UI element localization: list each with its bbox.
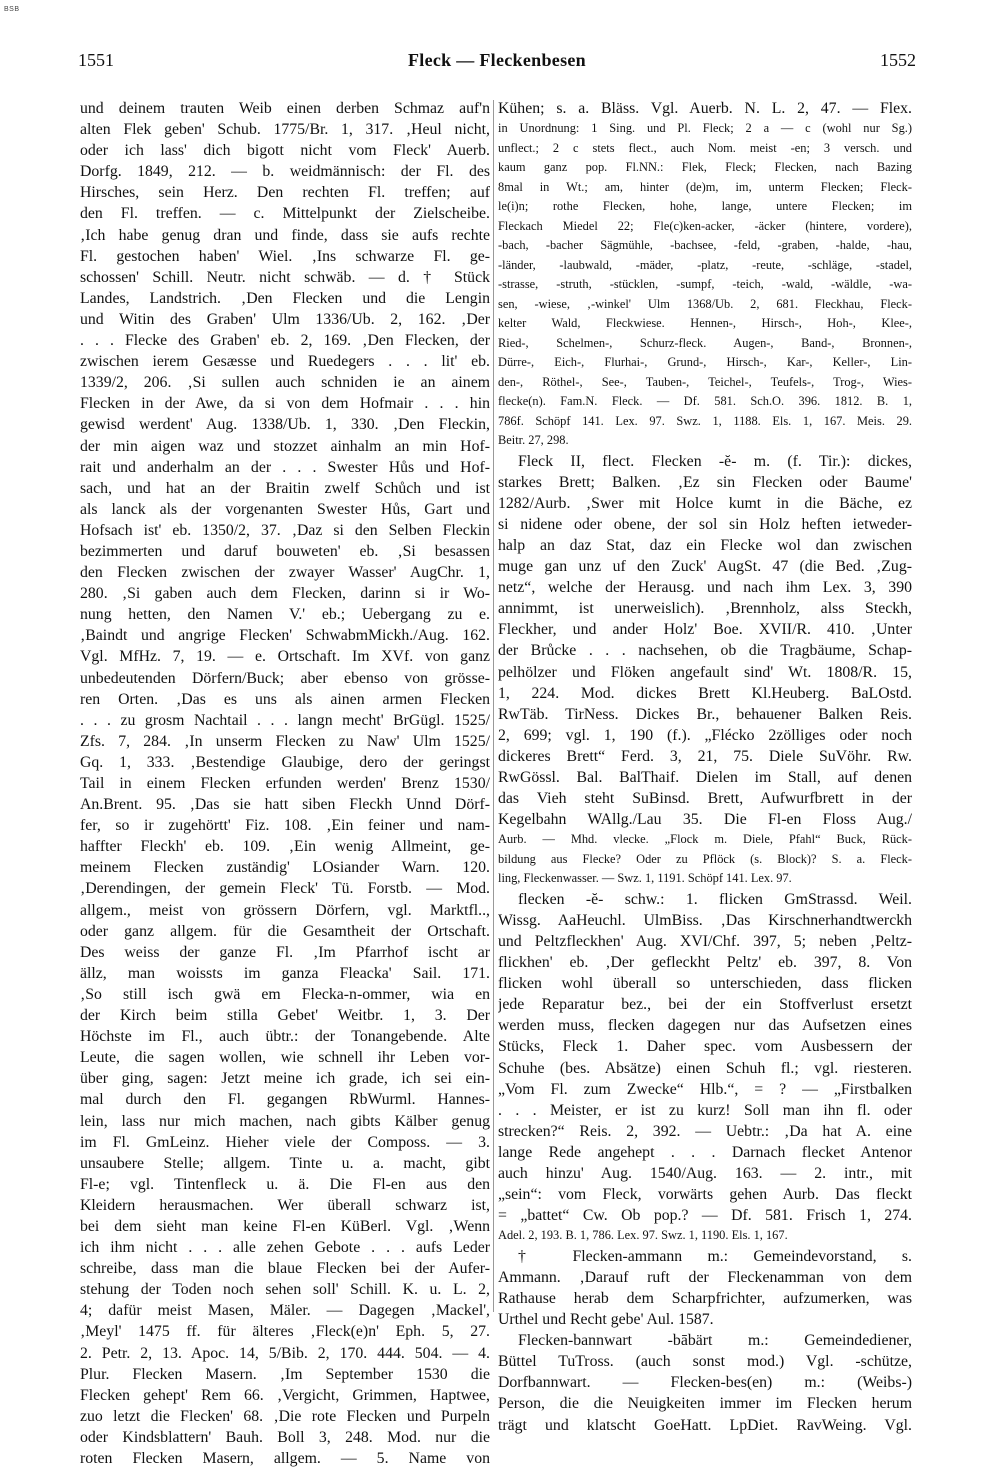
text-line: Vgl. MfHz. 7, 19. — e. Ortschaft. Im XVf. von ganz [80, 648, 490, 666]
text-line: schossen' Schill. Neutr. nicht schwäb. — d. † Stück [80, 268, 490, 286]
text-line: Stücks, Fleck 1. Daher spec. vom Ausbessern der [498, 1038, 912, 1056]
text-line: flecke(n). Fam.N. Fleck. — Df. 581. Sch.O. 396. 1812. B. 1, [498, 394, 912, 409]
text-line: Schuhe (bes. Absätze) einen Schuh fl.; vgl. riesteren. [498, 1059, 912, 1077]
text-line: das Vieh steht SuBinsd. Brett, Aufwurfbrett in der [498, 790, 912, 808]
text-line: über ging, sagen: Jetzt meine ich grade, ich sei ein- [80, 1070, 490, 1088]
text-line: RwGössl. Bal. BalThaif. Dielen im Stall, auf denen [498, 769, 912, 786]
text-line: und deinem trauten Weib einen derben Schmaz auf'n [80, 100, 490, 117]
text-line: Landes, Landstrich. ‚Den Flecken und die Lengin [80, 289, 490, 307]
text-line: auch hinzu' Aug. 1540/Aug. 163. — 2. intr., mit [498, 1165, 912, 1182]
text-line: Des weiss der ganze Fl. ‚Im Pfarrhof ischt ar [80, 943, 490, 961]
text-line: unbedeutenden Dörfern/Buck; aber ebenso von grösse- [80, 669, 490, 687]
text-line: Dürre-, Eich-, Flurhai-, Grund-, Hirsch-, Kar-, Keller-, Lin- [498, 355, 912, 370]
text-line: -strasse, -struth, -stücklen, -sumpf, -teich, -wald, -wäldle, -wa- [498, 277, 912, 292]
text-line: den Fl. treffen. — c. Mittelpunkt der Zielscheibe. [80, 205, 490, 223]
running-title: Fleck — Fleckenbesen [408, 50, 586, 70]
text-line: lange Rede angehept . . . Darnach flecket Antenor [498, 1143, 912, 1161]
text-line: „sein“: vom Fleck, vorwärts gehen Aurb. Das fleckt [498, 1186, 912, 1204]
text-line: jede Reparatur bez., bei der ein Stoffverlust ersetzt [498, 996, 912, 1014]
text-line: haffter Fleckh' eb. 109. ‚Ein wenig Allmeint, ge- [80, 838, 490, 856]
text-line: Leute, die sagen wollen, wie schnell ihr Leben vor- [80, 1049, 490, 1067]
text-line: werden muss, flecken dagegen nur das Aufsetzen eines [498, 1017, 912, 1035]
text-line: annimmt, ist unerweislich). ‚Brennholz, alss Steckh, [498, 600, 912, 618]
text-line: flecken -ĕ- schw.: 1. flicken GmStrassd. Weil. [518, 890, 912, 908]
left-column [80, 98, 490, 1469]
text-line: unflect.; 2 c stets flect., auch Nom. meist -en; 3 versch. und [498, 140, 912, 155]
text-line: -bach, -bacher Sägmühle, -bachsee, -feld, -graben, -halde, -hau, [498, 238, 912, 253]
text-line: bezimmerten und daruf bouweten' eb. ‚Si besassen [80, 542, 490, 560]
text-line: Beitr. 27, 298. [498, 433, 569, 448]
text-line: als lanck als der vorgenanten Swester Hůs, Gart und [80, 500, 490, 518]
text-line: Fleckach Miedel 22; Fle(c)ken-acker, -äcker (hintere, vordere), [498, 218, 912, 233]
text-line: bildung aus Flecke? Oder zu Pflöck (s. Block)? S. a. Fleck- [498, 851, 912, 866]
text-line: 1, 224. Mod. dickes Brett Kl.Heuberg. BaLOstd. [498, 684, 912, 702]
text-line: Ammann. ‚Darauf ruft der Fleckenamman von dem [498, 1268, 912, 1286]
library-mark: BSB [4, 6, 20, 13]
text-line: ‚Ich habe genug dran und finde, dass sie aufs rechte [80, 226, 490, 244]
text-line: in Unordnung: 1 Sing. und Pl. Fleck; 2 a — c (wohl nur Sg.) [498, 121, 912, 136]
text-line: starkes Brett; Balken. ‚Ez sin Flecken oder Baume' [498, 473, 912, 491]
text-line: . . . Flecke des Graben' eb. 2, 169. ‚Den Flecken, der [80, 332, 490, 350]
text-line: schreibe, dass man die blaue Flecken bei der Aufer- [80, 1260, 490, 1278]
text-line: 4; dafür meist Masen, Mäler. — Dagegen ‚Mackel', [80, 1302, 490, 1320]
text-line: Fleckher, und ander Holz' Boe. XVII/R. 410. ‚Unter [498, 621, 912, 639]
text-line: der Kirch beim stilla Gebet' Weitbr. 1, 3. Der [80, 1007, 490, 1025]
text-line: strecken?“ Reis. 2, 392. — Uebtr.: ‚Da hat A. eine [498, 1122, 912, 1140]
text-line: flickhen' eb. ‚Der gefleckht Peltz' eb. 397, 8. Von [498, 954, 912, 972]
text-line: Dorfg. 1849, 212. — b. weidmännisch: der Fl. des [80, 163, 490, 181]
text-line: nung hetten, den Namen V.' eb.; Uebergang zu e. [80, 606, 490, 624]
text-line: RwTäb. TirNess. Dickes Br., behauener Balken Reis. [498, 705, 912, 723]
text-line: 1282/Aurb. ‚Swer mit Holce kumt in die Bäche, ez [498, 494, 912, 512]
text-line: Fl-e; vgl. Tintenfleck u. ä. Die Fl-en aus den [80, 1175, 490, 1193]
text-line: flicken wohl überall so unterschieden, dass flicken [498, 975, 912, 993]
text-line: Kegelbahn WAllg./Lau 35. Die Fl-en Floss Aug./ [498, 811, 912, 829]
text-line: ‚Meyl' 1475 ff. für älteres ‚Fleck(e)n' Eph. 5, 27. [80, 1323, 490, 1341]
text-line: Tail in einem Flecken erfunden werden' Brenz 1530/ [80, 775, 490, 792]
text-line: ling, Fleckenwasser. — Swz. 1, 1191. Schöpf 141. Lex. 97. [498, 871, 792, 886]
text-line: 2. Petr. 2, 13. Apoc. 14, 5/Bib. 2, 170. 444. 504. — 4. [80, 1344, 490, 1362]
text-line: rait und anderhalm an der . . . Swester Hůs und Hof- [80, 458, 490, 476]
text-line: Fl. gestochen haben' Wiel. ‚Ins schwarze Fl. ge- [80, 247, 490, 265]
text-line: Kühen; s. a. Bläss. Vgl. Auerb. N. L. 2, 47. — Flex. [498, 100, 912, 117]
text-line: oder ganz allgem. für die Gesamtheit der Ortschaft. [80, 922, 490, 940]
text-line: zwischen ierem Gesæsse und Ruedegers . . . lit' eb. [80, 353, 490, 371]
text-line: Flecken gehept' Rem 66. ‚Vergicht, Grimmen, Haptwee, [80, 1386, 490, 1404]
text-line: dickeres Brett“ Ferd. 3, 21, 75. Diele SuVöhr. Rw. [498, 747, 912, 765]
text-line: roten Flecken Masern, allgem. — 5. Name von [80, 1450, 490, 1467]
text-line: . . . zu grosm Nachtail . . . langn mecht' BrGügl. 1525/ [80, 711, 490, 729]
text-line: oder Kindsblattern' Bauh. Boll 3, 248. Mod. nur die [80, 1428, 490, 1446]
text-line: ren Orten. ‚Das es uns als ainen armen Flecken [80, 690, 490, 708]
text-line: sen, -wiese, ‚-winkel' Ulm 1368/Ub. 2, 681. Fleckhau, Fleck- [498, 296, 912, 311]
text-line: An.Brent. 95. ‚Das sie hatt siben Fleckh Unnd Dörf- [80, 796, 490, 814]
text-line: ‚So still isch gwä em Flecka-n-ommer, wia en [80, 985, 490, 1003]
text-line: muge gan unz uf den Zuck' AugSt. 47 (die Bed. ‚Zug- [498, 558, 912, 576]
text-line: ällz, man woissts im ganza Fleacka' Sail. 171. [80, 964, 490, 982]
text-line: Wissg. AaHeuchl. UlmBiss. ‚Das Kirschnerhandtwerckh [498, 911, 912, 929]
text-line: -länder, -laubwald, -mäder, -platz, -reute, -schläge, -stadel, [498, 257, 912, 272]
page-number-left: 1551 [78, 50, 114, 70]
text-line: den Flecken zwischen der zwayer Wasser' AugChr. 1, [80, 564, 490, 582]
text-line: ich ihm nicht . . . alle zehen Gebote . . . aufs Leder [80, 1239, 490, 1257]
text-line: unsaubere Stelle; allgem. Tinte u. a. macht, gibt [80, 1154, 490, 1172]
text-line: si nidene oder obene, der sol sin Holz heften ietweder- [498, 515, 912, 533]
page-number-right: 1552 [880, 50, 916, 70]
text-line: Kleidern herausmachen. Wer überall schwarz ist, [80, 1196, 490, 1214]
text-line: Dorfbannwart. — Flecken-bes(en) m.: (Weibs-) [498, 1374, 912, 1392]
text-line: und Peltzfleckhen' Aug. XVI/Chf. 397, 5; neben ‚Peltz- [498, 932, 912, 950]
text-line: Aurb. — Mhd. vlecke. „Flock m. Diele, Pfahl“ Buck, Rück- [498, 832, 912, 847]
text-line: halp an daz Stat, daz ein Flecke wol dan zwischen [498, 536, 912, 554]
text-line: Ried-, Schelmen-, Schurz-fleck. Augen-, Band-, Bronnen-, [498, 335, 912, 350]
text-line: alten Flek geben' Schub. 1775/Br. 1, 317. ‚Heul nicht, [80, 121, 490, 139]
text-line: kelter Wald, Fleckwiese. Hennen-, Hirsch-, Hoh-, Klee-, [498, 316, 912, 331]
text-line: sach, und hat an der Braitin zwelf Schůch und ist [80, 479, 490, 497]
text-line: Zfs. 7, 284. ‚In unserm Flecken zu Naw' Ulm 1525/ [80, 732, 490, 750]
text-line: oder ich lass' dich bigott nicht vom Fleck' Auerb. [80, 142, 490, 160]
right-column [498, 98, 912, 1436]
text-line: und Witin des Graben' Ulm 1336/Ub. 2, 162. ‚Der [80, 310, 490, 328]
text-line: allgem., meist von grössern Dörfern, vgl. Marktfl.., [80, 901, 490, 919]
text-line: 1339/2, 206. ‚Si sullen auch schniden ie an ainem [80, 374, 490, 392]
text-line: der Brůcke . . . nachsehen, ob die Tragbäume, Schap- [498, 642, 912, 660]
text-line: Büttel TuTross. (auch sonst mod.) Vgl. -schütze, [498, 1353, 912, 1371]
text-line: . . . Meister, er ist zu kurz! Soll man ihn fl. oder [498, 1101, 912, 1119]
text-line: der min aigen waz und stozzet ainhalm an min Hof- [80, 437, 490, 455]
text-line: 2, 699; vgl. 1, 190 (f.). „Flécko 2zölliges oder noch [498, 726, 912, 744]
text-line: meinem Flecken zuständig' LOsiander Warn. 120. [80, 859, 490, 877]
text-line: zuo letzt die Flecken' 68. ‚Die rote Flecken und Purpeln [80, 1407, 490, 1425]
text-line: kaum ganz pop. Fl.NN.: Flek, Fleck; Flecken, nach Bazing [498, 160, 912, 175]
text-line: Urthel und Recht gebe' Aul. 1587. [498, 1311, 714, 1329]
text-line: stehung der Toden noch sehen soll' Schill. K. u. L. 2, [80, 1281, 490, 1299]
text-line: le(i)n; rothe Flecken, hohe, lange, untere Flecken; im [498, 199, 912, 214]
text-line: ‚Baindt und angrige Flecken' SchwabmMickh./Aug. 162. [80, 627, 490, 645]
text-line: Höchste im Fl., auch übtr.: der Tonangebende. Alte [80, 1028, 490, 1046]
text-line: gewisd werdent' Aug. 1338/Ub. 1, 330. ‚Den Fleckin, [80, 416, 490, 434]
text-line: Hofsach ist' eb. 1350/2, 37. ‚Daz si den Selben Fleckin [80, 521, 490, 539]
text-line: 8mal in Wt.; am, hinter (de)m, im, unterm Flecken; Fleck- [498, 179, 912, 194]
text-line: Plur. Flecken Masern. ‚Im September 1530 die [80, 1365, 490, 1383]
text-line: lein, lass nur mich machen, nach gibts Kälber genug [80, 1112, 490, 1130]
text-line: Adel. 2, 193. B. 1, 786. Lex. 97. Swz. 1, 1190. Els. 1, 167. [498, 1228, 788, 1243]
text-line: 786f. Schöpf 141. Lex. 97. Swz. 1, 1188. Els. 1, 167. Meis. 29. [498, 413, 912, 428]
text-line: Gq. 1, 333. ‚Bestendige Glaubige, dero der geringst [80, 753, 490, 771]
text-line: Fleck II, flect. Flecken -ĕ- m. (f. Tir.): dickes, [518, 452, 912, 470]
text-line: netz“, welche der Herausg. und nach ihm Lex. 3, 390 [498, 579, 912, 597]
text-line: Person, die die Neuigkeiten immer im Flecken herum [498, 1395, 912, 1413]
text-line: „Vom Fl. zum Zwecke“ Hlb.“, = ? — „Firstbalken [498, 1080, 912, 1098]
text-line: † Flecken-ammann m.: Gemeindevorstand, s. [518, 1247, 912, 1265]
text-line: bei dem sieht man keine Fl-en KüBerl. Vgl. ‚Wenn [80, 1217, 490, 1235]
text-line: fer, so ir zugehörtt' Fiz. 108. ‚Ein feiner und nam- [80, 817, 490, 835]
text-line: pelhölzer und Flöken angefault sind' Wt. 1808/R. 15, [498, 663, 912, 681]
text-line: 280. ‚Si gaben auch dem Flecken, darinn si ir Wo- [80, 585, 490, 603]
text-line: ‚Derendingen, der gemein Fleck' Tü. Forstb. — Mod. [80, 880, 490, 898]
text-line: trägt und klatscht GoeHatt. LpDiet. RavWeing. Vgl. [498, 1416, 912, 1434]
text-line: Flecken-bannwart -bābärt m.: Gemeindediener, [518, 1332, 912, 1350]
text-line: mal durch den Fl. gegangen RbWurml. Hannes- [80, 1091, 490, 1109]
text-line: Rathause herab dem Scharpfrichter, aufzumerken, was [498, 1289, 912, 1307]
text-line: Hirsches, sein Herz. Den rechten Fl. treffen; auf [80, 184, 490, 202]
text-line: = „battet“ Cw. Ob pop.? — Df. 581. Frisch 1, 274. [498, 1207, 912, 1225]
page-header [78, 50, 916, 74]
text-line: den-, Röthel-, See-, Tauben-, Teichel-, Teufels-, Trog-, Wies- [498, 374, 912, 389]
column-separator [493, 100, 494, 1312]
text-line: im Fl. GmLeinz. Hieher viele der Composs. — 3. [80, 1133, 490, 1151]
text-line: Flecken in der Awe, da si von dem Hofmair . . . hin [80, 395, 490, 413]
